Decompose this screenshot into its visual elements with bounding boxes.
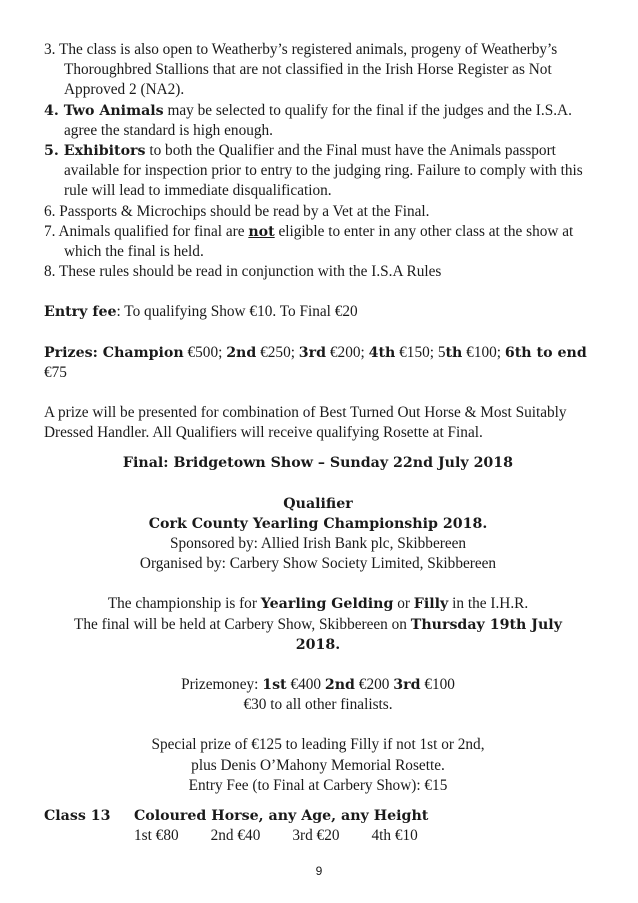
qualifier-heading: Qualifier xyxy=(283,495,353,512)
class-13-prize-2nd: 2nd €40 xyxy=(210,827,261,845)
rule-6: 6. Passports & Microchips should be read by a Vet at the Final. xyxy=(44,202,430,220)
prize-4th: €150; 5 xyxy=(395,343,446,361)
final-venue-text: The final will be held at Carbery Show, Skibbereen on xyxy=(74,615,411,633)
prize-5th-label: th xyxy=(445,344,463,361)
final-announcement: Final: Bridgetown Show – Sunday 22nd July 2018 xyxy=(122,455,514,472)
prizemoney-2nd-label: 2nd xyxy=(324,677,355,694)
class-13-number: Class 13 xyxy=(44,808,111,825)
class-13-prizes xyxy=(44,826,592,846)
qualifier-title: Cork County Yearling Championship 2018. xyxy=(148,515,488,532)
entry-fee-label: Entry fee xyxy=(44,304,117,321)
prize-2nd-label: 2nd xyxy=(226,344,257,361)
entry-fee xyxy=(44,302,592,322)
championship-eligibility xyxy=(44,594,592,614)
combination-prize: A prize will be presented for combination of Best Turned Out Horse & Most Suitably Dressed Handler. All Qualifiers will receive qualifying Rosette at Final. xyxy=(44,404,567,442)
document-page xyxy=(44,40,592,847)
prize-6th-label: 6th to end xyxy=(504,344,587,361)
prizemoney-3rd-label: 3rd xyxy=(393,677,421,694)
rule-7-not: not xyxy=(248,223,275,240)
eligibility-text-b: in the I.H.R. xyxy=(448,595,529,613)
prizemoney-1st-label: 1st xyxy=(262,677,287,694)
prizes xyxy=(44,343,592,383)
rule-7 xyxy=(44,222,592,262)
prize-3rd: €200; xyxy=(326,343,369,361)
rule-8: 8. These rules should be read in conjunction with the I.S.A Rules xyxy=(44,263,442,281)
class-13-title: Coloured Horse, any Age, any Height xyxy=(134,808,429,825)
other-finalists: €30 to all other finalists. xyxy=(243,696,393,714)
rule-7-text-b: eligible to enter in any other class at the show at which the final is held. xyxy=(64,222,574,261)
rule-4-label: 4. Two Animals xyxy=(44,102,164,119)
class-13-prize-4th: 4th €10 xyxy=(371,827,418,845)
page-number: 9 xyxy=(315,864,323,878)
class-13-prize-1st: 1st €80 xyxy=(134,827,179,845)
rule-5 xyxy=(44,141,592,202)
entry-fee-text: : To qualifying Show €10. To Final €20 xyxy=(116,303,358,321)
class-13-prize-3rd: 3rd €20 xyxy=(292,827,340,845)
prize-4th-label: 4th xyxy=(368,344,396,361)
prize-6th: €75 xyxy=(44,363,67,381)
rule-5-label: 5. Exhibitors xyxy=(44,143,146,160)
prizemoney xyxy=(44,675,592,695)
eligibility-or: or xyxy=(393,595,414,613)
eligibility-filly: Filly xyxy=(413,596,449,613)
prize-champion: €500; xyxy=(183,343,227,361)
prizemoney-3rd: €100 xyxy=(420,676,455,694)
prizemoney-2nd: €200 xyxy=(354,676,394,694)
qualifier-organiser: Organised by: Carbery Show Society Limited, Skibbereen xyxy=(139,555,497,573)
prizes-label: Prizes: Champion xyxy=(44,344,184,361)
prize-5th: €100; xyxy=(462,343,505,361)
qualifier-sponsor: Sponsored by: Allied Irish Bank plc, Skibbereen xyxy=(169,535,467,553)
final-venue-date: Thursday 19th July 2018. xyxy=(295,616,562,653)
special-prize-line-1: Special prize of €125 to leading Filly if not 1st or 2nd, xyxy=(151,736,485,754)
eligibility-text-a: The championship is for xyxy=(107,595,261,613)
rule-5-text: to both the Qualifier and the Final must have the Animals passport available for inspection prior to entry to the judging ring. Failure to comply with this rule will lead to immediate disqualification. xyxy=(64,142,583,200)
prize-2nd: €250; xyxy=(256,343,299,361)
rule-7-text-a: 7. Animals qualified for final are xyxy=(44,222,249,240)
rule-4 xyxy=(44,101,592,141)
prizemoney-label: Prizemoney: xyxy=(181,676,263,694)
eligibility-gelding: Yearling Gelding xyxy=(260,596,394,613)
special-prize-line-2: plus Denis O’Mahony Memorial Rosette. xyxy=(191,756,445,774)
rule-4-text: may be selected to qualify for the final if the judges and the I.S.A. agree the standard is high enough. xyxy=(64,101,572,139)
prize-3rd-label: 3rd xyxy=(298,344,327,361)
class-13-header xyxy=(44,806,592,826)
prizemoney-1st: €400 xyxy=(286,676,325,694)
special-prize-line-3: Entry Fee (to Final at Carbery Show): €15 xyxy=(188,776,448,794)
final-venue xyxy=(44,615,592,655)
rule-3: 3. The class is also open to Weatherby’s registered animals, progeny of Weatherby’s Thoroughbred Stallions that are not classified in the Irish Horse Register as Not Approved 2 (NA2). xyxy=(44,41,558,99)
